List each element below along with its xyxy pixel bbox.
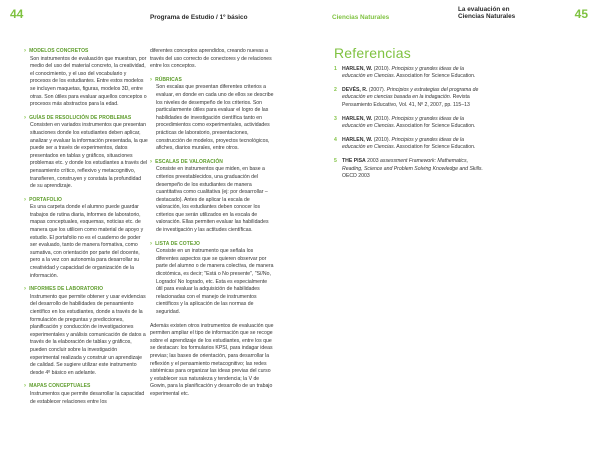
arrow-bullet-icon: › — [150, 240, 153, 247]
reference-number: 1 — [334, 65, 337, 72]
reference-author: HARLEN, W. — [342, 115, 373, 122]
right-page-number: 45 — [574, 7, 588, 21]
section-heading — [150, 159, 274, 167]
section-heading-text: ESCALAS DE VALORACIÓN — [155, 158, 223, 165]
reference-title: assessment Framework: Mathematics, Reading, Science and Problem Solving Knowledge and Skills. — [342, 157, 483, 172]
reference-text — [342, 158, 484, 181]
section-heading-text: LISTA DE COTEJO — [155, 240, 200, 247]
reference-number: 2 — [334, 86, 337, 93]
arrow-bullet-icon: › — [24, 286, 27, 293]
section-informes — [24, 286, 148, 377]
section-heading — [150, 77, 274, 85]
reference-text — [342, 87, 484, 110]
reference-author: HARLEN, W. — [342, 136, 373, 143]
reference-item — [334, 158, 484, 181]
section-heading-text: MODELOS CONCRETOS — [29, 48, 89, 54]
section-modelos-concretos — [24, 48, 148, 109]
reference-number: 5 — [334, 157, 337, 164]
reference-publisher: Association for Science Education. — [395, 73, 476, 80]
section-body: Instrumento que permite obtener y usar evidencias del desarrollo de habilidades de pensamiento científico en los estudiantes, donde a través de la formulación de preguntas y predicciones, planificación y conducción de investigaciones experimentales y análisis comunicación de datos a través de la elaboración de tablas y gráficos, pueden concluir sobre la investigación experimental realizada y construir un aprendizaje de calidad. Se sugiere utilizar este instrumento desde 4º básico en adelante. — [30, 293, 146, 376]
section-body: Consiste en instrumentos que miden, en base a criterios preestablecidos, una graduación del desempeño de los estudiantes de manera cuantitativa como cualitativa (ej: por desarrollar – destacado). Antes de aplicar la escala de valoración, los estudiantes deben conocer los criterios que serán utilizados en la escala de valoración. Ellas permiten evaluar las habilidades de investigación y las actitudes científicas. — [156, 166, 269, 234]
arrow-bullet-icon: › — [150, 158, 153, 165]
section-body: Instrumentos que permite desarrollar la capacidad de establecer relaciones entre los — [30, 390, 145, 405]
reference-item — [334, 137, 484, 152]
references-title: Referencias — [334, 45, 411, 61]
section-heading — [24, 48, 148, 56]
reference-year: (2010). — [372, 65, 392, 72]
running-title-line2: Ciencias Naturales — [458, 13, 516, 20]
closing-paragraph: Además existen otros instrumentos de evaluación que permiten ampliar el tipo de información que se recoge sobre el aprendizaje de los estudiantes, entre los que se destacan: los formularios KPSI, para indagar ideas previas; las bases de orientación, para desarrollar la reflexión y el pensamiento metacognitivo; las redes sistémicas para organizar las ideas previas del curso y establecer sus naturaleza y tendencia; la V de Gowin, para la planificación y desarrollo de un trabajo experimental etc. — [150, 322, 274, 397]
section-heading — [24, 383, 148, 391]
reference-publisher: Association for Science Education. — [395, 123, 476, 130]
section-portafolio — [24, 197, 148, 281]
section-guias — [24, 115, 148, 191]
section-heading — [150, 241, 274, 249]
section-mapas — [24, 383, 148, 406]
section-heading-text: INFORMES DE LABORATORIO — [29, 286, 104, 293]
running-title — [458, 6, 568, 20]
reference-publisher: Association for Science Education. — [395, 144, 476, 151]
reference-title: Principios y grandes ideas de la educación en Ciencias. — [342, 136, 465, 151]
arrow-bullet-icon: › — [150, 76, 153, 83]
left-page-number: 44 — [10, 7, 24, 21]
section-heading-text: MAPAS CONCEPTUALES — [29, 383, 91, 390]
reference-number: 4 — [334, 136, 337, 143]
section-heading — [24, 115, 148, 123]
reference-number: 3 — [334, 115, 337, 122]
reference-year: (2010). — [372, 115, 392, 122]
section-heading-text: RÚBRICAS — [155, 76, 182, 83]
middle-column — [150, 48, 274, 405]
section-body: Consisten en variados instrumentos que presentan situaciones donde los estudiantes deben aplicar, analizar y evaluar la información presentada, la que puede ser a través de experimentos, datos presentados en tablas y gráficos, situaciones problemas etc. y donde los estudiantes a través del pensamiento crítico, reflexivo y metacognitivo, transfieren, construyen y constata la profundidad de su aprendizaje. — [30, 122, 148, 190]
section-heading-text: PORTAFOLIO — [29, 196, 62, 203]
section-heading — [24, 286, 148, 294]
section-heading-text: GUÍAS DE RESOLUCIÓN DE PROBLEMAS — [29, 114, 132, 121]
reference-year: (2007). — [367, 86, 387, 93]
program-header: Programa de Estudio / 1º básico — [150, 14, 248, 21]
left-column — [24, 48, 148, 412]
section-body: Son instrumentos de evaluación que muestran, por medio del uso del material concreto, la creatividad, el conocimiento, y el uso del vocabulario y procesos de los estudiantes. Entre estos modelos se incluyen maquetas, figuras, modelos 3D, entre otras. Son útiles para evaluar aquellos conceptos o procesos más abstractos para la edad. — [30, 55, 147, 108]
reference-title: Principios y grandes ideas de la educación en Ciencias. — [342, 115, 465, 130]
section-body: Consiste en un instrumento que señala los diferentes aspectos que se quieren observar por parte del alumno o de manera colectiva, de manera dicotómica, es decir; "Está o No presente", "Sí/No, Logrado/ No logrado, etc. Esta es especialmente útil para evaluar la adquisición de habilidades relacionadas con el manejo de instrumentos científicos y la aplicación de las normas de seguridad. — [156, 248, 274, 315]
arrow-bullet-icon: › — [24, 196, 27, 203]
reference-title: Principios y estrategias del programa de educación en ciencias basada en la indagación. — [342, 86, 479, 101]
reference-author: DEVÉS, R. — [342, 86, 368, 93]
reference-text — [342, 66, 484, 81]
reference-year: 2003 — [365, 157, 381, 164]
reference-text — [342, 137, 484, 152]
reference-title: Principios y grandes ideas de la educación en Ciencias. — [342, 65, 465, 80]
subject-header: Ciencias Naturales — [332, 14, 390, 21]
continuation-paragraph: diferentes conceptos aprendidos, creando nuevas a través del uso correcto de conectores y de relaciones entre los conceptos. — [150, 48, 272, 70]
reference-publisher: OECD 2003 — [342, 173, 370, 180]
references-column — [334, 45, 484, 187]
reference-author: THE PISA — [342, 157, 366, 164]
section-lista-cotejo — [150, 241, 274, 317]
reference-item — [334, 66, 484, 81]
arrow-bullet-icon: › — [24, 383, 27, 390]
section-body: Son escalas que presentan diferentes criterios a evaluar, en donde en cada uno de ellos se describe los niveles de desempeño de los criterios. Son particularmente útiles para evaluar el logro de las habilidades de investigación científica tanto en procedimientos como experimentales, actividades prácticas de laboratorio, presentaciones, construcción de modelos, proyectos tecnológicos, afiches, diarios murales, entre otros. — [156, 84, 274, 152]
reference-author: HARLEN, W. — [342, 65, 373, 72]
section-rubricas — [150, 77, 274, 153]
section-heading — [24, 197, 148, 205]
arrow-bullet-icon: › — [24, 48, 27, 54]
section-escalas — [150, 159, 274, 235]
reference-year: (2010). — [372, 136, 392, 143]
arrow-bullet-icon: › — [24, 114, 27, 121]
section-body: Es una carpeta donde el alumno puede guardar trabajos de rutina diaria, informes de laboratorio, mapas conceptuales, esquemas, noticias etc. de manera que los utilicen como material de apoyo y estudio. El portafolio no es el cuaderno de poder ser evaluado, tanto de manera formativa, como sumativa, con orientación por parte del docente, pero a la vez con autonomía para desarrollar su creatividad y capacidad de organización de la información. — [30, 204, 144, 279]
reference-item — [334, 116, 484, 131]
reference-text — [342, 116, 484, 131]
reference-item — [334, 87, 484, 110]
reference-publisher: Revista Pensamiento Educativo, Vol. 41, Nº 2, 2007, pp. 115–13 — [342, 94, 470, 108]
running-title-line1: La evaluación en — [458, 6, 510, 13]
